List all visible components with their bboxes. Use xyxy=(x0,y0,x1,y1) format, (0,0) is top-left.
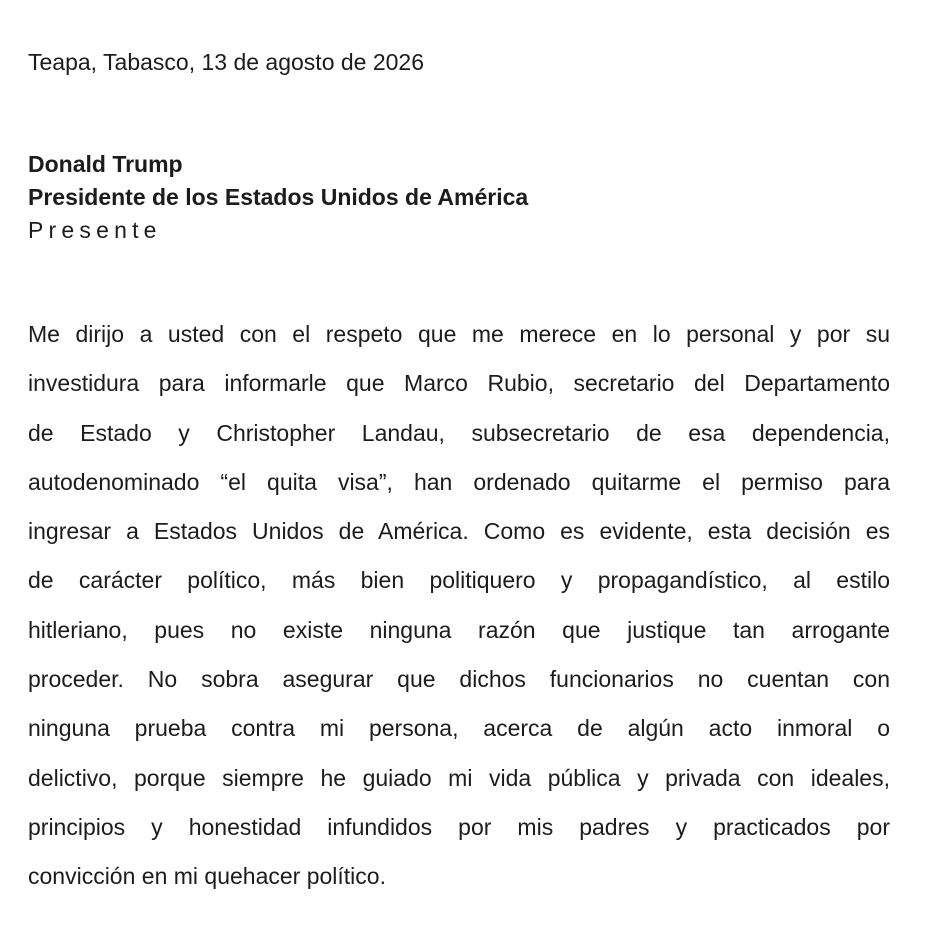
body-line: de carácter político, más bien politiquero y propagandístico, al estilo xyxy=(28,567,890,594)
body-line: delictivo, porque siempre he guiado mi vida pública y privada con ideales, xyxy=(28,764,890,791)
recipient-name: Donald Trump xyxy=(28,151,183,177)
letter-body-paragraph xyxy=(28,316,890,908)
body-line: de Estado y Christopher Landau, subsecretario de esa dependencia, xyxy=(28,419,890,446)
body-line: investidura para informarle que Marco Rubio, secretario del Departamento xyxy=(28,370,890,397)
body-line: convicción en mi quehacer político. xyxy=(28,863,386,890)
body-line: ninguna prueba contra mi persona, acerca de algún acto inmoral o xyxy=(28,715,890,742)
body-line: proceder. No sobra asegurar que dichos funcionarios no cuentan con xyxy=(28,666,890,693)
presente-salutation: Presente xyxy=(28,217,162,243)
recipient-title: Presidente de los Estados Unidos de América xyxy=(28,184,529,210)
body-line: hitleriano, pues no existe ninguna razón que justique tan arrogante xyxy=(28,616,890,643)
dateline: Teapa, Tabasco, 13 de agosto de 2026 xyxy=(28,49,425,75)
recipient-block xyxy=(28,148,528,247)
body-line: autodenominado “el quita visa”, han ordenado quitarme el permiso para xyxy=(28,468,890,495)
body-line: Me dirijo a usted con el respeto que me merece en lo personal y por su xyxy=(28,321,890,347)
body-line: principios y honestidad infundidos por mis padres y practicados por xyxy=(28,813,890,840)
body-line: ingresar a Estados Unidos de América. Como es evidente, esta decisión es xyxy=(28,518,890,545)
